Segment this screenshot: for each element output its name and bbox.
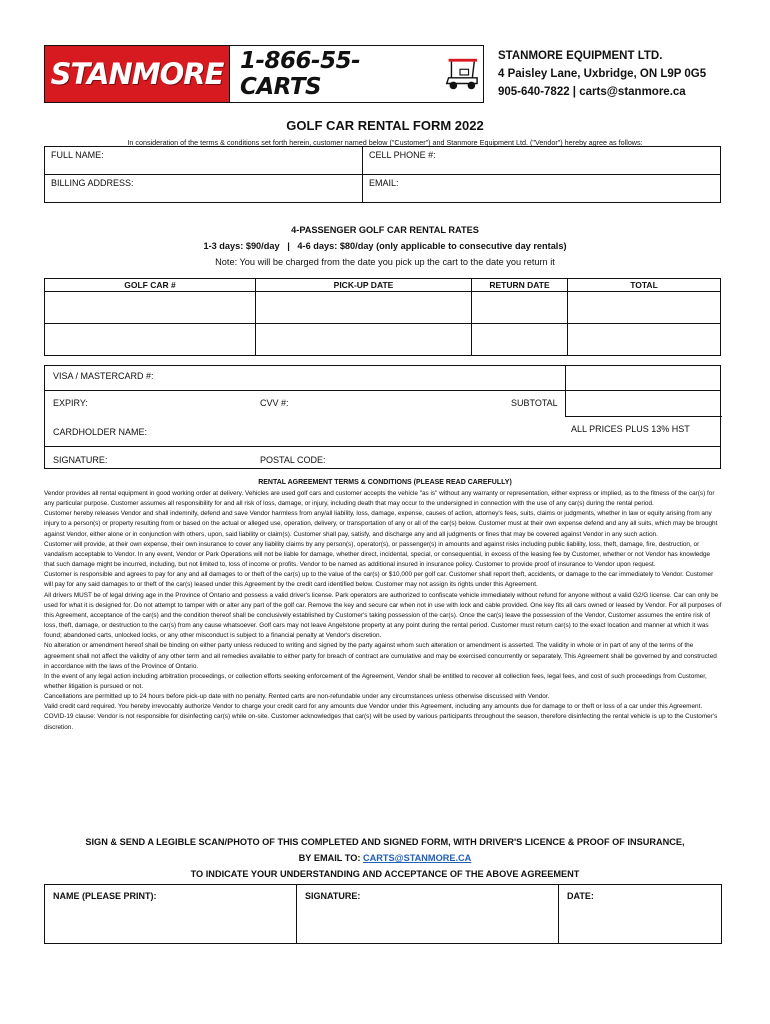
email-label: EMAIL: (369, 178, 399, 188)
rental-header-total: TOTAL (568, 279, 721, 292)
rental-cell[interactable] (45, 324, 256, 356)
signature-label: SIGNATURE: (53, 455, 108, 465)
divider (45, 446, 720, 447)
rental-cell[interactable] (472, 324, 568, 356)
rental-rates (0, 222, 770, 270)
signature-field[interactable] (297, 885, 559, 944)
company-name: STANMORE EQUIPMENT LTD. (498, 50, 663, 62)
full-name-label: FULL NAME: (51, 150, 104, 160)
divider (565, 416, 722, 417)
terms-paragraph: No alteration or amendment hereof shall be binding on either party unless reduced to writing and signed by the party against whom such alteration or amendment is asserted. The validity in whole or in part of any of the terms of the agreement shall not affect the validity of any other term and all remedies available to either party for breach of contract are cumulative and may be exercised concurrently or separately. This Agreement shall be governed by and constructed in accordance with the laws of the Province of Ontario. (44, 642, 717, 670)
rental-header-pickup: PICK-UP DATE (256, 279, 472, 292)
terms-paragraph: In the event of any legal action including arbitration proceedings, or collection efforts seeking enforcement of the Agreement, Vendor shall be entitled to recover all collection fees, legal fees, and cost of such proceedings from Customer, whether litigation is pursued or not. (44, 672, 707, 690)
postal-code-label: POSTAL CODE: (260, 455, 326, 465)
form-intro: In consideration of the terms & conditions set forth herein, customer named below ("Customer") and Stanmore Equipment Ltd. ("Vendor") hereby agree as follows: (127, 138, 643, 147)
terms-title: RENTAL AGREEMENT TERMS & CONDITIONS (PLEASE READ CAREFULLY) (258, 479, 512, 486)
email-link[interactable]: CARTS@STANMORE.CA (363, 853, 472, 863)
terms-body (44, 489, 722, 733)
rental-cell[interactable] (256, 292, 472, 324)
rates-heading: 4-PASSENGER GOLF CAR RENTAL RATES (291, 225, 479, 235)
date-label: DATE: (567, 891, 594, 901)
terms-paragraph: All drivers MUST be of legal driving age in the Province of Ontario and possess a valid driver's license. Park operators are authorized to confiscate vehicle immediately without refund for anyone without a valid G2/G license. Car can only be used for what it is designed for. Do not attempt to tamper with or alter any part of the golf car. Remove the key and secure car when not in use with lock and cable provided. One key fits all cars owned or leased by Vendor. For all purposes of this Agreement, acceptance of the car(s) and the condition thereof shall be conclusively established by Customer's taking possession of the car(s). Once the car(s) leave the possession of the Vendor, Customer assumes the entire risk of loss, theft, damage, or destruction to the car(s) from any cause whatsoever. Golf cars may not leave Angelstone property at any point during the rental period. Customer must return car(s) to the exact location and manner at which it was found; abandoned carts, unlocked locks, or any other misconduct is subject to a financial penalty at Vendor's discretion. (44, 591, 722, 640)
logo-banner (44, 45, 484, 103)
table-row (45, 292, 721, 324)
hst-note: ALL PRICES PLUS 13% HST (571, 424, 690, 434)
cell-phone-field[interactable] (363, 147, 721, 175)
terms-paragraph: Customer is responsible and agrees to pay for any and all damages to or theft of the car(s) up to the value of the car(s) or $10,000 per golf car. Customer shall report theft, accidents, or damage to the car immediately to Vendor. Customer will pay for any said damages to or theft of the car(s) leased under this Agreement by the credit card identified below. Customer may not assign its rights under this Agreement. (44, 571, 714, 589)
table-row (45, 324, 721, 356)
terms-paragraph: Cancellations are permitted up to 24 hours before pick-up date with no penalty. Rented carts are non-refundable under any circumstances unless otherwise discussed with Vendor. (44, 693, 550, 701)
phone-logo-text: 1-866-55-CARTS (240, 48, 361, 100)
rental-cell[interactable] (472, 292, 568, 324)
cell-phone-label: CELL PHONE #: (369, 150, 436, 160)
cardholder-label: CARDHOLDER NAME: (53, 427, 148, 437)
email-field[interactable] (363, 175, 721, 203)
terms-paragraph: COVID-19 clause: Vendor is not responsible for disinfecting car(s) while on-site. Customer acknowledges that car(s) will be used by various participants throughout the season, therefore disinfecting the rental vehicle is up to the Customer's discretion. (44, 713, 718, 731)
rental-header-golf-car: GOLF CAR # (45, 279, 256, 292)
customer-info-table (44, 146, 721, 203)
billing-address-field[interactable] (45, 175, 363, 203)
full-name-field[interactable] (45, 147, 363, 175)
date-field[interactable] (559, 885, 722, 944)
billing-address-label: BILLING ADDRESS: (51, 178, 134, 188)
company-address: 4 Paisley Lane, Uxbridge, ON L9P 0G5 (498, 68, 707, 80)
instructions-line2 (0, 850, 770, 866)
company-info (498, 47, 758, 101)
divider (45, 390, 720, 391)
rental-cell[interactable] (45, 292, 256, 324)
print-name-field[interactable] (45, 885, 297, 944)
signature-table (44, 884, 722, 944)
submission-instructions (0, 834, 770, 882)
instructions-line3: TO INDICATE YOUR UNDERSTANDING AND ACCEPTANCE OF THE ABOVE AGREEMENT (190, 869, 580, 879)
rental-table (44, 278, 721, 356)
payment-section (44, 365, 721, 469)
subtotal-label: SUBTOTAL (511, 398, 558, 408)
stanmore-logo: STANMORE (45, 46, 230, 102)
rental-cell[interactable] (256, 324, 472, 356)
cvv-label: CVV #: (260, 398, 289, 408)
rental-cell[interactable] (568, 292, 721, 324)
terms-paragraph: Vendor provides all rental equipment in good working order at delivery. Vehicles are used golf cars and customer accepts the vehicle "as is" without any warranty or representation, either express or implied, as to the fitness of the car(s) for any particular purpose. Customer assumes all responsibility for and all risk of loss, damage, or injury, including death that may occur to the undersigned in connection with the use of any car(s) during the rental period. (44, 490, 715, 508)
rates-note: Note: You will be charged from the date you pick up the cart to the date you return it (215, 257, 555, 267)
rental-header-return: RETURN DATE (472, 279, 568, 292)
rates-prices: 1-3 days: $90/day | 4-6 days: $80/day (only applicable to consecutive day rentals) (203, 241, 567, 251)
instructions-email-prefix: BY EMAIL TO: (298, 853, 363, 863)
expiry-label: EXPIRY: (53, 398, 88, 408)
signature-field-label: SIGNATURE: (305, 891, 361, 901)
form-title: GOLF CAR RENTAL FORM 2022 (286, 118, 484, 133)
print-name-label: NAME (PLEASE PRINT): (53, 891, 157, 901)
card-number-label: VISA / MASTERCARD #: (53, 371, 154, 381)
golf-cart-icon (441, 54, 483, 94)
terms-paragraph: Customer hereby releases Vendor and shall indemnify, defend and save Vendor harmless from any/all liability, loss, damage, expense, causes of action, attorney's fees, suits, claims or judgments, whether in law or equity arising from any injury to a person(s) or property resulting from or based on the actual or alleged use, operation, delivery, or transportation of any or all of the car(s) below. Customer must at their own expense defend and any all suits, which may be brought against Vendor, either alone or in conjunction with others, upon, said liability or claim(s). Customer shall pay, satisfy, and discharge any and all judgments or fines that may be covered against Vendor in any such action. (44, 510, 718, 538)
phone-logo (230, 46, 483, 102)
terms-paragraph: Valid credit card required. You hereby irrevocably authorize Vendor to charge your credit card for any amounts due Vendor under this Agreement, including any amounts due for damage to or theft or loss of a car under this Agreement. (44, 703, 703, 711)
divider (565, 366, 566, 416)
rental-cell[interactable] (568, 324, 721, 356)
terms-paragraph: Customer will provide, at their own expense, their own insurance to cover any liability claims by any person(s), operator(s), or passenger(s) in amounts and against risks including public liability, loss, theft, damage, fire, destruction, or vandalism acceptable to Vendor. In any event, Vendor or Park Operations will not be liable for damage, whether direct, incidental, special, or consequential, in excess of the leasing fee by Customer, whether or not Vendor has knowledge that such damage might be incurred, including, but not limited to, loss of income or profits. Vendor to be named as additional insured in insurance policy. Customer to provide proof of insurance to Vendor upon request. (44, 540, 711, 569)
instructions-line1: SIGN & SEND A LEGIBLE SCAN/PHOTO OF THIS COMPLETED AND SIGNED FORM, WITH DRIVER'S LICENCE & PROOF OF INSURANCE, (85, 837, 685, 847)
company-contact: 905-640-7822 | carts@stanmore.ca (498, 86, 686, 98)
